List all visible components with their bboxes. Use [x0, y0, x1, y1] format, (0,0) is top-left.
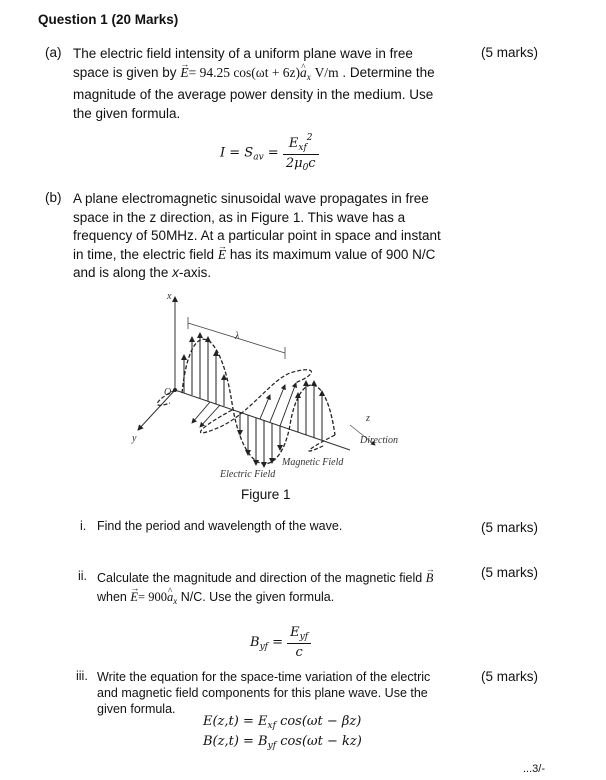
e-vector-symbol-ii: → E — [130, 588, 138, 607]
part-a-line-1: The electric field intensity of a uniform plane wave in free — [73, 46, 413, 61]
electric-field-equation: $E(z,t) = E_{xf}$ cos(ωt − βz) — [203, 714, 362, 731]
sub-ii-label: ii. — [78, 569, 88, 583]
sub-iii-line-1: Write the equation for the space-time variation of the electric — [97, 670, 431, 684]
part-b-line-3: frequency of 50MHz. At a particular point in space and instant — [73, 228, 441, 243]
e-field-expression: = 94.25 cos(ωt + 6z) — [188, 64, 301, 80]
magnetic-field-label: Magnetic Field — [282, 457, 344, 468]
figure-caption: Figure 1 — [241, 487, 291, 502]
b-vector-symbol: → B — [426, 569, 434, 588]
part-a-marks: (5 marks) — [481, 45, 538, 60]
sub-ii-text — [97, 569, 467, 611]
magnetic-field-formula: $B_{yf}$ = $\frac{E_{yf}}{c}$ — [250, 625, 311, 660]
part-b-line-4: in time, the electric field → E has its maximum value of 900 N/C — [73, 246, 461, 265]
power-density-formula: $I = S_{av}$ = $\frac{E_{xf}^2}{2\mu_0c}$ — [220, 133, 319, 173]
part-a-line-2: space is given by → E= 94.25 cos(ωt + 6z)^ $a_x$ V/m . Determine the — [73, 64, 461, 87]
question-title: Question 1 (20 Marks) — [38, 12, 179, 27]
part-a-label: (a) — [45, 45, 62, 60]
sub-iii-line-2: and magnetic field components for this plane wave. Use the — [97, 686, 428, 700]
part-b-line-2: space in the z direction, as in Figure 1. This wave has a — [73, 209, 406, 225]
e-vector-symbol: → E — [180, 64, 188, 83]
wavelength-label: λ — [235, 331, 240, 342]
e-field-unit: V/m — [314, 64, 339, 80]
sub-i-marks: (5 marks) — [481, 520, 538, 535]
part-a-line-4: the given formula. — [73, 105, 181, 121]
electric-field-label: Electric Field — [220, 469, 276, 480]
electric-field-wave — [182, 339, 335, 464]
sub-iii-text — [97, 669, 461, 717]
sub-ii-line-2: when → E= 900^ $a_x$ N/C. Use the given formula. — [97, 588, 467, 611]
em-wave-figure — [120, 285, 420, 485]
magnetic-field-equation: $B(z,t) = B_{yf}$ cos(ωt − kz) — [203, 734, 362, 751]
sub-iii-marks: (5 marks) — [481, 669, 538, 684]
part-a-text — [73, 45, 461, 123]
x-axis-label: x — [167, 291, 172, 302]
part-b-text — [73, 190, 461, 283]
sub-i-label: i. — [80, 519, 87, 533]
page-continuation: ...3/- — [523, 763, 546, 775]
sub-iii-label: iii. — [76, 669, 88, 683]
sub-ii-line-1: Calculate the magnitude and direction of the magnetic field → B — [97, 569, 467, 588]
z-axis-label: z — [366, 413, 370, 424]
part-b-line-5: and is along the x-axis. — [73, 265, 212, 280]
e-vector-symbol-b: → E — [218, 246, 226, 265]
unit-vector-ax: ^ a — [300, 64, 307, 83]
y-axis-label: y — [132, 433, 137, 444]
part-b-label: (b) — [45, 190, 62, 205]
sub-ii-marks: (5 marks) — [481, 565, 538, 580]
direction-label: Direction — [360, 435, 398, 446]
sub-i-text: Find the period and wavelength of the wave. — [97, 519, 343, 533]
part-b-line-1: A plane electromagnetic sinusoidal wave propagates in free — [73, 191, 429, 206]
origin-label: O — [164, 387, 172, 398]
sub-iii-line-3: given formula. — [97, 702, 176, 716]
part-a-line-3: magnitude of the average power density in the medium. Use — [73, 87, 434, 102]
